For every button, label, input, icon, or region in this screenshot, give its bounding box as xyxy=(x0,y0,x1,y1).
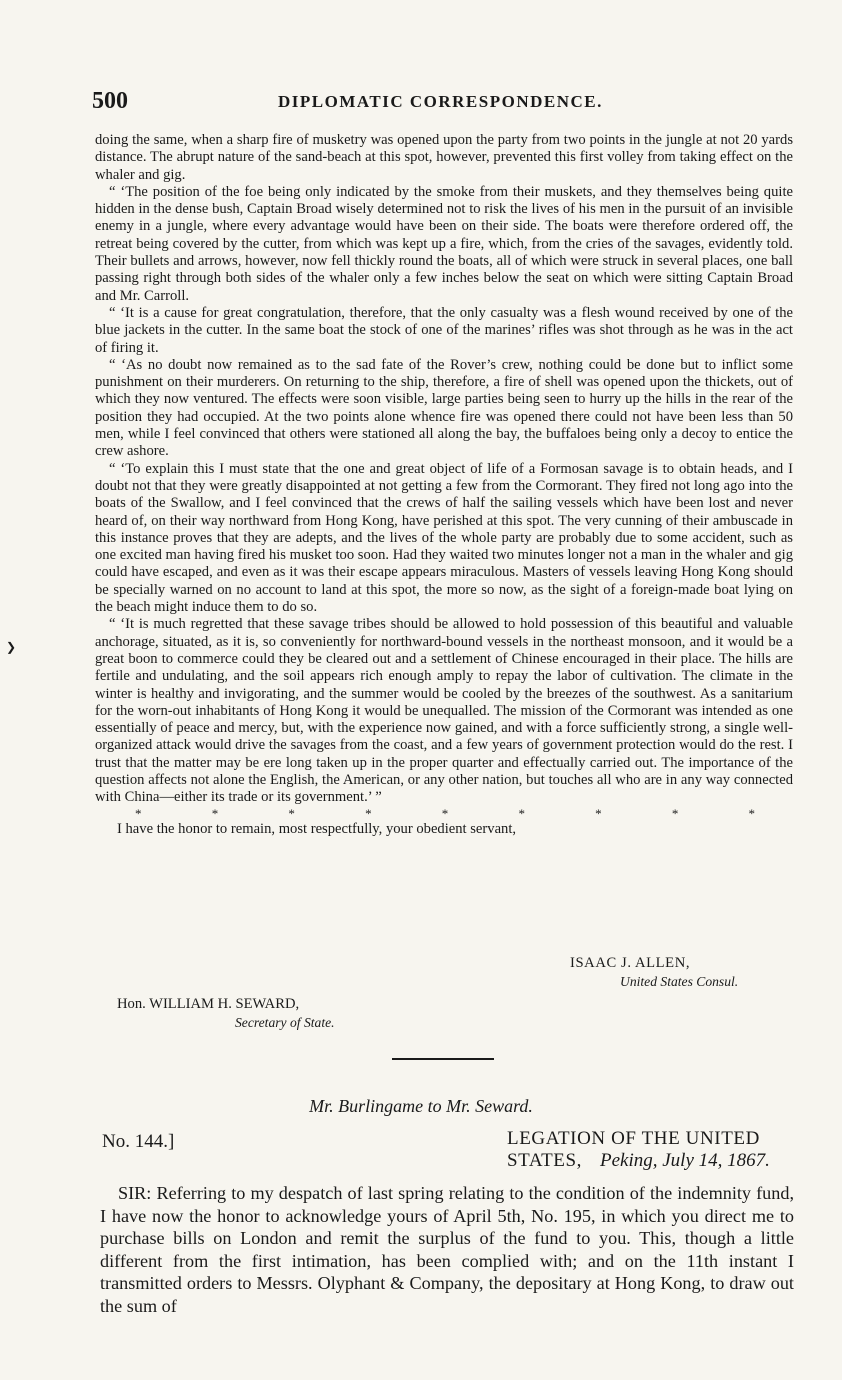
closing-line: I have the honor to remain, most respectfully, your obedient servant, xyxy=(117,820,517,837)
paragraph: “ ‘It is a cause for great congratulation, therefore, that the only casualty was a flesh wound received by one of the blue jackets in the cutter. In the same boat the stock of one of the marines’ rifles was shot through as he was in the act of firing it. xyxy=(95,304,793,356)
letter-number: No. 144.] xyxy=(102,1131,175,1152)
section-divider xyxy=(392,1058,494,1060)
letter-legation: LEGATION OF THE UNITED STATES, xyxy=(507,1128,760,1171)
star: * xyxy=(135,805,142,821)
margin-mark: ❯ xyxy=(6,640,17,654)
signature-title: United States Consul. xyxy=(620,974,739,989)
page-header xyxy=(92,88,792,118)
letter-date: Peking, July 14, 1867. xyxy=(600,1150,770,1171)
star: * xyxy=(748,805,755,821)
letter-title: Mr. Burlingame to Mr. Seward. xyxy=(309,1096,533,1116)
letter-body: SIR: Referring to my despatch of last spring relating to the condition of the indemnity fund, I have now the honor to acknowledge yours of April 5th, No. 195, in which you direct me to purchase bills on London and remit the surplus of the fund to you. This, though a little different from the first intimation, has been complied with; and on the 11th instant I transmitted orders to Messrs. Olyphant & Company, the depositary at Hong Kong, to draw out the sum of xyxy=(100,1183,794,1316)
addressee-name: Hon. WILLIAM H. SEWARD, xyxy=(117,996,300,1012)
ellipsis-stars xyxy=(95,805,793,821)
star: * xyxy=(441,805,449,821)
star: * xyxy=(365,805,372,821)
paragraph: “ ‘As no doubt now remained as to the sad fate of the Rover’s crew, nothing could be done but to inflict some punishment on their murderers. On returning to the ship, therefore, a fire of shell was opened upon the thickets, out of which they now ventured. The effects were soon visible, large parties being seen to hurry up the hills in the rear of the position they had occupied. At the two points alone whence fire was opened there could not have been less than 50 men, while I feel convinced that others were stationed all along the bay, the buffaloes being only a decoy to entice the crew ashore. xyxy=(95,356,793,460)
star: * xyxy=(671,805,679,821)
letter-heading xyxy=(102,1128,802,1176)
star: * xyxy=(595,805,602,821)
page-number: 500 xyxy=(92,88,128,114)
running-head: DIPLOMATIC CORRESPONDENCE. xyxy=(278,92,603,111)
addressee-title: Secretary of State. xyxy=(235,1015,335,1030)
star: * xyxy=(211,805,219,821)
star: * xyxy=(288,805,295,821)
paragraph: “ ‘To explain this I must state that the one and great object of life of a Formosan savage is to obtain heads, and I doubt not that they were greatly disappointed at not getting a few from the Cormorant. They fired not long ago into the boats of the Swallow, and I feel convinced that the crews of half the sailing vessels which have been lost and never heard of, on their way northward from Hong Kong, have perished at this spot. The very cunning of their ambuscade in this instance proves that they are adepts, and the lives of the whole party are probably due to some accident, such as one excited man having fired his musket too soon. Had they waited two minutes longer not a man in the whaler and gig could have escaped, and even as it was their escape appears miraculous. Masters of vessels leaving Hong Kong should be specially warned on no account to land at this spot, the more so now, as the sight of a foreign-made boat lying on the beach might induce them to do so. xyxy=(95,460,793,616)
signature-name: ISAAC J. ALLEN, xyxy=(570,955,691,971)
consul-report-text xyxy=(95,132,793,838)
paragraph: “ ‘It is much regretted that these savage tribes should be allowed to hold possession of this beautiful and valuable anchorage, situated, as it is, so conveniently for northward-bound vessels in the northeast monsoon, and it would be a great boon to commerce could they be cleared out and a settlement of Chinese encouraged in their place. The hills are fertile and undulating, and the soil appears rich enough amply to repay the labor of cultivation. The climate in the winter is healthy and invigorating, and the summer would be cooled by the breezes of the southwest. As a sanitarium for the worn-out inhabitants of Hong Kong it would be unequalled. The mission of the Cormorant was intended as one essentially of peace and mercy, but, with the experience now gained, and with a force sufficiently strong, a single well-organized attack would drive the savages from the coast, and a few years of government protection would do the rest. I trust that the matter may be ere long taken up in the proper quarter and effectually carried out. The importance of the question affects not alone the English, the American, or any other nation, but touches all who are in any way connected with China—either its trade or its government.’ ” xyxy=(95,616,793,806)
paragraph: “ ‘The position of the foe being only indicated by the smoke from their muskets, and they themselves being quite hidden in the dense bush, Captain Broad wisely determined not to risk the lives of his men in the pursuit of an invisible enemy in a jungle, where every advantage would have been on their side. The boats were therefore ordered off, the retreat being covered by the cutter, from which was kept up a fire, which, from the cries of the savages, evidently told. Their bullets and arrows, however, now fell thickly round the boats, all of which were struck in several places, one ball passing right through both sides of the whaler only a few inches below the seat on which were sitting Captain Broad and Mr. Carroll. xyxy=(95,183,793,304)
star: * xyxy=(518,805,525,821)
paragraph: doing the same, when a sharp fire of musketry was opened upon the party from two points in the jungle at not 20 yards distance. The abrupt nature of the sand-beach at this spot, however, prevented this first volley from taking effect on the whaler and gig. xyxy=(95,132,793,183)
